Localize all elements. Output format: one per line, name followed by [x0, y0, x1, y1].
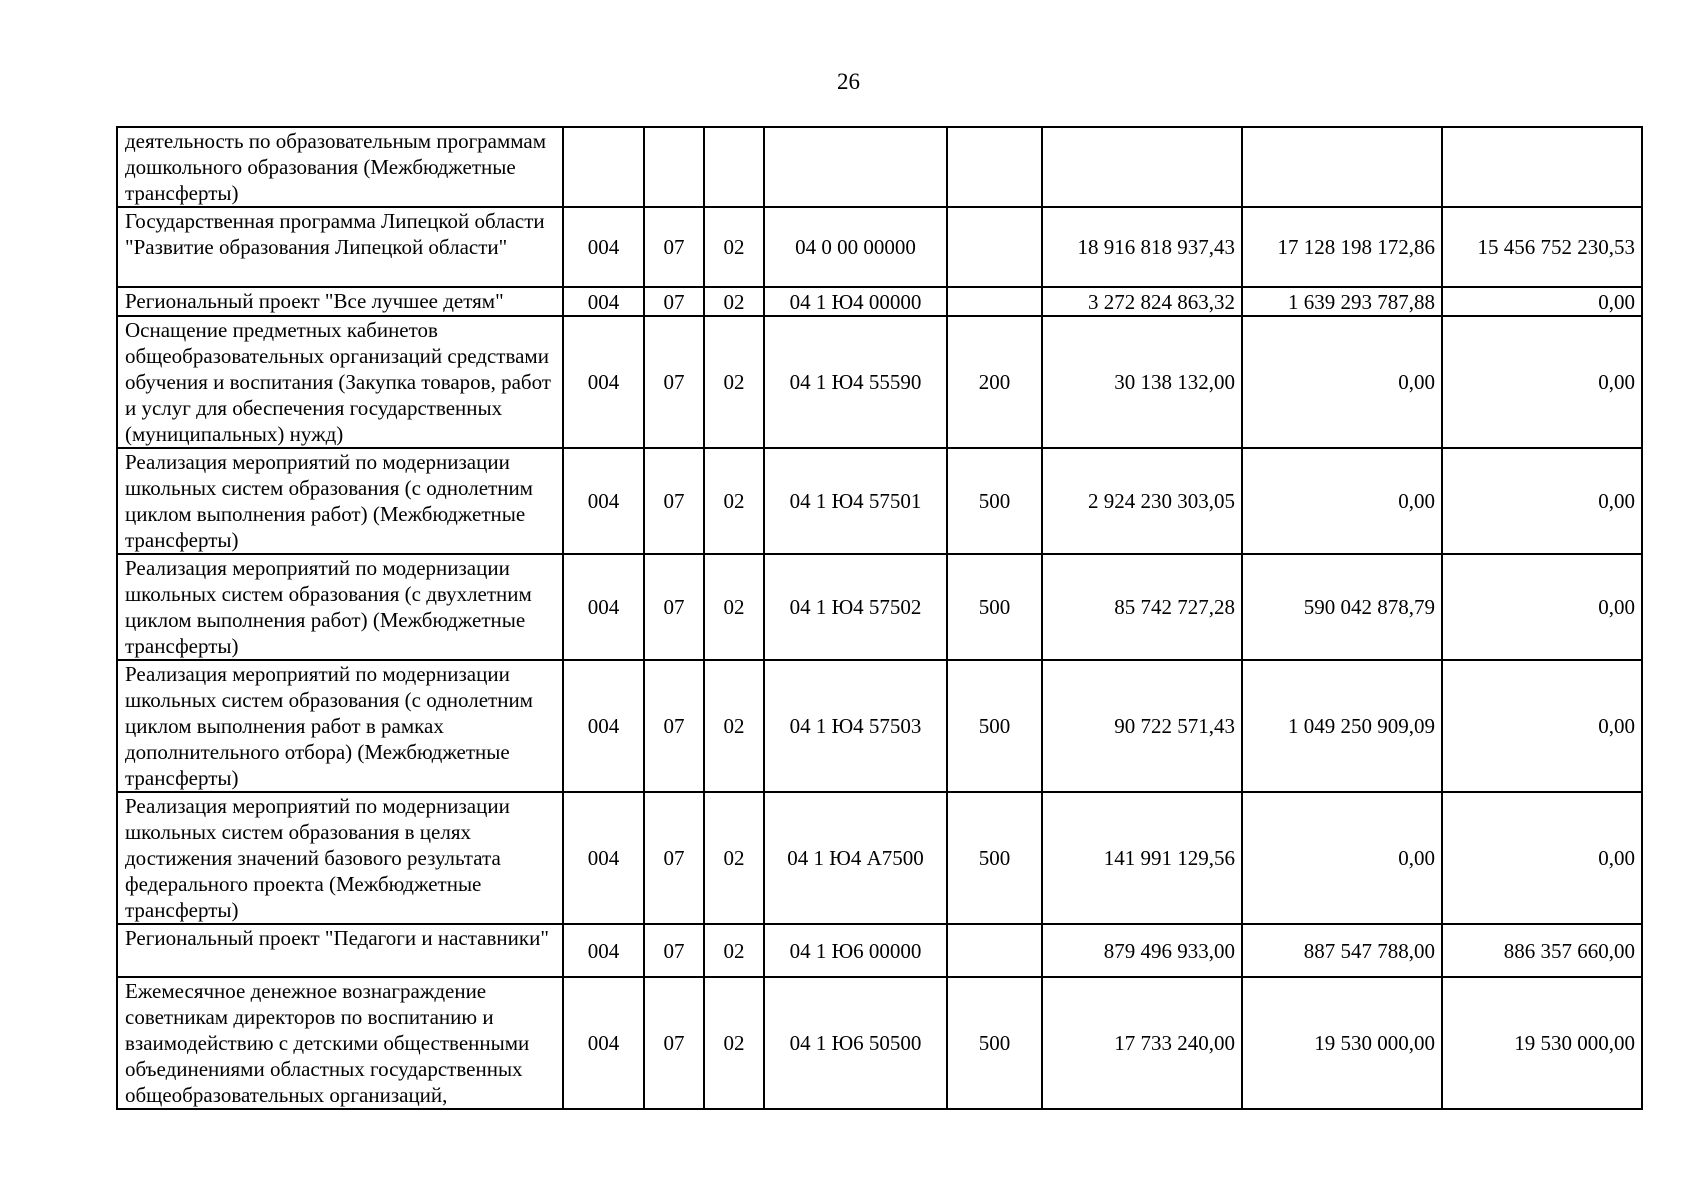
- subsection-code: 02: [704, 792, 764, 924]
- target-article-code: 04 1 Ю4 А7500: [764, 792, 947, 924]
- amount-year-3: 886 357 660,00: [1442, 924, 1642, 977]
- ved-code: 004: [563, 660, 644, 792]
- page-number: 26: [837, 69, 860, 94]
- ved-code: 004: [563, 924, 644, 977]
- target-article-code: 04 1 Ю4 57501: [764, 448, 947, 554]
- amount-year-2: 0,00: [1242, 792, 1442, 924]
- table-row: [117, 448, 1642, 554]
- table-row: [117, 977, 1642, 1109]
- amount-year-1: 18 916 818 937,43: [1042, 207, 1242, 287]
- expense-type-code: [947, 924, 1042, 977]
- section-code: 07: [644, 448, 704, 554]
- amount-year-3: 0,00: [1442, 660, 1642, 792]
- amount-year-2: 19 530 000,00: [1242, 977, 1442, 1109]
- ved-code: 004: [563, 792, 644, 924]
- target-article-code: [764, 127, 947, 207]
- table-row: [117, 660, 1642, 792]
- subsection-code: 02: [704, 924, 764, 977]
- amount-year-2: 590 042 878,79: [1242, 554, 1442, 660]
- amount-year-2: 1 049 250 909,09: [1242, 660, 1442, 792]
- subsection-code: 02: [704, 448, 764, 554]
- row-name: Региональный проект "Все лучшее детям": [117, 287, 563, 316]
- table-row: [117, 554, 1642, 660]
- row-name: Реализация мероприятий по модернизации школьных систем образования в целях достижения значений базового результата федерального проекта (Межбюджетные трансферты): [117, 792, 563, 924]
- amount-year-2: 887 547 788,00: [1242, 924, 1442, 977]
- section-code: 07: [644, 287, 704, 316]
- subsection-code: 02: [704, 207, 764, 287]
- amount-year-1: 3 272 824 863,32: [1042, 287, 1242, 316]
- expense-type-code: 500: [947, 977, 1042, 1109]
- amount-year-2: 17 128 198 172,86: [1242, 207, 1442, 287]
- table-row: [117, 207, 1642, 287]
- amount-year-3: 0,00: [1442, 287, 1642, 316]
- row-name: Оснащение предметных кабинетов общеобразовательных организаций средствами обучения и воспитания (Закупка товаров, работ и услуг для обеспечения государственных (муниципальных) нужд): [117, 316, 563, 448]
- row-name: Ежемесячное денежное вознаграждение советникам директоров по воспитанию и взаимодействию с детскими общественными объединениями областных государственных общеобразовательных организаций,: [117, 977, 563, 1109]
- ved-code: 004: [563, 977, 644, 1109]
- expense-type-code: 500: [947, 660, 1042, 792]
- row-name: Региональный проект "Педагоги и наставники": [117, 924, 563, 977]
- target-article-code: 04 1 Ю4 55590: [764, 316, 947, 448]
- expense-type-code: 500: [947, 792, 1042, 924]
- row-name: Реализация мероприятий по модернизации школьных систем образования (с однолетним циклом выполнения работ) (Межбюджетные трансферты): [117, 448, 563, 554]
- expense-type-code: 200: [947, 316, 1042, 448]
- ved-code: 004: [563, 448, 644, 554]
- amount-year-3: 19 530 000,00: [1442, 977, 1642, 1109]
- expense-type-code: [947, 127, 1042, 207]
- ved-code: 004: [563, 287, 644, 316]
- amount-year-1: 141 991 129,56: [1042, 792, 1242, 924]
- target-article-code: 04 1 Ю6 00000: [764, 924, 947, 977]
- section-code: [644, 127, 704, 207]
- row-name: деятельность по образовательным программам дошкольного образования (Межбюджетные трансферты): [117, 127, 563, 207]
- amount-year-3: 0,00: [1442, 554, 1642, 660]
- budget-table: [116, 126, 1643, 1110]
- ved-code: 004: [563, 316, 644, 448]
- amount-year-1: 2 924 230 303,05: [1042, 448, 1242, 554]
- target-article-code: 04 1 Ю6 50500: [764, 977, 947, 1109]
- target-article-code: 04 1 Ю4 00000: [764, 287, 947, 316]
- subsection-code: 02: [704, 660, 764, 792]
- subsection-code: 02: [704, 287, 764, 316]
- target-article-code: 04 0 00 00000: [764, 207, 947, 287]
- table-row: [117, 287, 1642, 316]
- expense-type-code: 500: [947, 448, 1042, 554]
- amount-year-3: 0,00: [1442, 792, 1642, 924]
- amount-year-1: 85 742 727,28: [1042, 554, 1242, 660]
- subsection-code: 02: [704, 316, 764, 448]
- subsection-code: 02: [704, 977, 764, 1109]
- section-code: 07: [644, 554, 704, 660]
- target-article-code: 04 1 Ю4 57502: [764, 554, 947, 660]
- amount-year-2: 0,00: [1242, 448, 1442, 554]
- amount-year-1: 30 138 132,00: [1042, 316, 1242, 448]
- row-name: Реализация мероприятий по модернизации школьных систем образования (с двухлетним циклом выполнения работ) (Межбюджетные трансферты): [117, 554, 563, 660]
- ved-code: 004: [563, 207, 644, 287]
- amount-year-1: 90 722 571,43: [1042, 660, 1242, 792]
- expense-type-code: [947, 287, 1042, 316]
- ved-code: 004: [563, 554, 644, 660]
- expense-type-code: 500: [947, 554, 1042, 660]
- subsection-code: [704, 127, 764, 207]
- section-code: 07: [644, 977, 704, 1109]
- target-article-code: 04 1 Ю4 57503: [764, 660, 947, 792]
- row-name: Государственная программа Липецкой области "Развитие образования Липецкой области": [117, 207, 563, 287]
- amount-year-2: [1242, 127, 1442, 207]
- table-row: [117, 316, 1642, 448]
- section-code: 07: [644, 207, 704, 287]
- section-code: 07: [644, 792, 704, 924]
- table-row: [117, 792, 1642, 924]
- section-code: 07: [644, 316, 704, 448]
- amount-year-2: 0,00: [1242, 316, 1442, 448]
- amount-year-1: [1042, 127, 1242, 207]
- amount-year-3: 0,00: [1442, 448, 1642, 554]
- table-row: [117, 924, 1642, 977]
- subsection-code: 02: [704, 554, 764, 660]
- section-code: 07: [644, 924, 704, 977]
- row-name: Реализация мероприятий по модернизации школьных систем образования (с однолетним циклом выполнения работ в рамках дополнительного отбора) (Межбюджетные трансферты): [117, 660, 563, 792]
- table-row: [117, 127, 1642, 207]
- amount-year-3: [1442, 127, 1642, 207]
- amount-year-3: 0,00: [1442, 316, 1642, 448]
- amount-year-2: 1 639 293 787,88: [1242, 287, 1442, 316]
- amount-year-3: 15 456 752 230,53: [1442, 207, 1642, 287]
- amount-year-1: 879 496 933,00: [1042, 924, 1242, 977]
- expense-type-code: [947, 207, 1042, 287]
- section-code: 07: [644, 660, 704, 792]
- amount-year-1: 17 733 240,00: [1042, 977, 1242, 1109]
- ved-code: [563, 127, 644, 207]
